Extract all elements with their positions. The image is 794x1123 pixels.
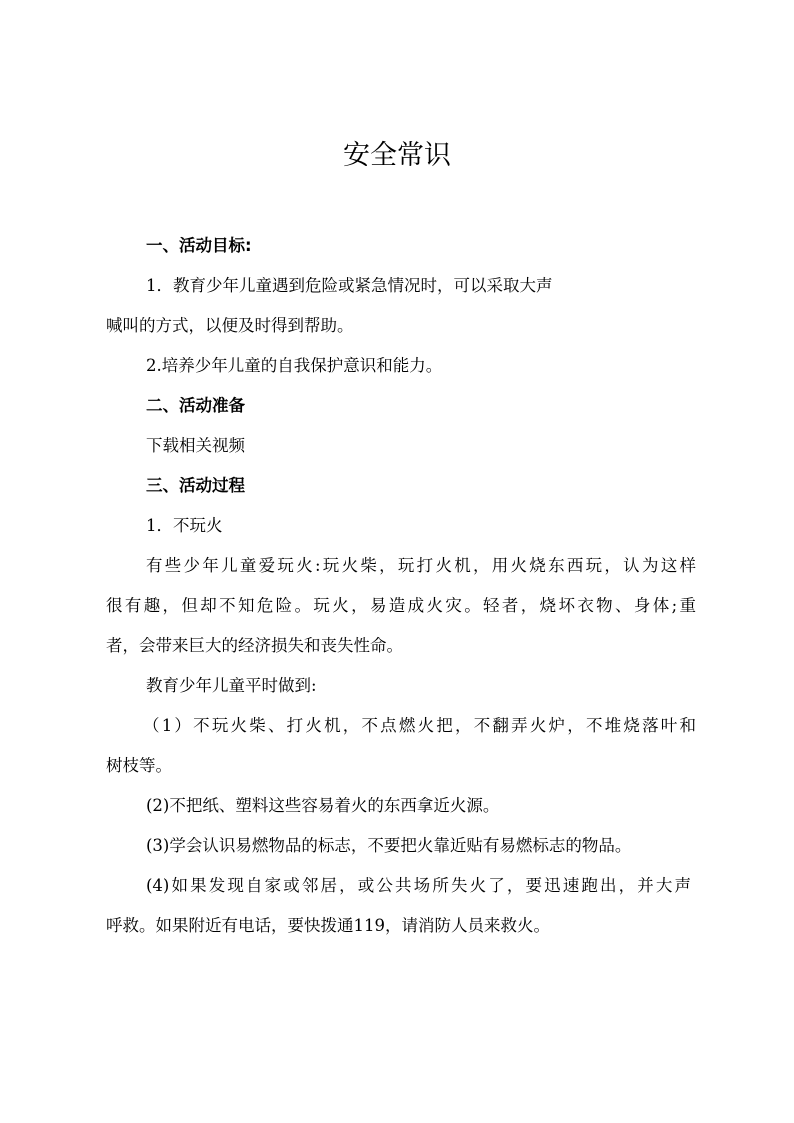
rule-2: (2)不把纸、塑料这些容易着火的东西拿近火源。 (146, 796, 500, 815)
goal-item-1-line-1: 1．教育少年儿童遇到危险或紧急情况时，可以采取大声 (146, 276, 553, 295)
section-heading-goals: 一、活动目标: (146, 236, 252, 255)
rule-3: (3)学会认识易燃物品的标志，不要把火靠近贴有易燃标志的物品。 (146, 836, 632, 855)
paragraph-fire-line-2: 很有趣，但却不知危险。玩火，易造成火灾。轻者，烧坏衣物、身体;重 (106, 596, 696, 615)
paragraph-fire-line-3: 者，会带来巨大的经济损失和丧失性命。 (106, 636, 403, 655)
rule-4-line-2: 呼救。如果附近有电话，要快拨通119，请消防人员来救火。 (106, 916, 550, 935)
preparation-text: 下载相关视频 (146, 436, 245, 455)
section-heading-process: 三、活动过程 (146, 476, 245, 495)
rule-4-line-1: (4)如果发现自家或邻居，或公共场所失火了，要迅速跑出，并大声 (146, 876, 691, 895)
paragraph-instruction: 教育少年儿童平时做到: (146, 676, 317, 695)
goal-item-1-line-2: 喊叫的方式，以便及时得到帮助。 (106, 316, 354, 335)
rule-1-line-1: （1）不玩火柴、打火机，不点燃火把，不翻弄火炉，不堆烧落叶和 (143, 716, 696, 735)
page-title: 安全常识 (343, 140, 451, 171)
process-subheading-1: 1．不玩火 (146, 516, 223, 535)
rule-1-line-2: 树枝等。 (106, 756, 172, 775)
section-heading-preparation: 二、活动准备 (146, 396, 245, 415)
goal-item-2: 2.培养少年儿童的自我保护意识和能力。 (146, 356, 443, 375)
paragraph-fire-line-1: 有些少年儿童爱玩火:玩火柴，玩打火机，用火烧东西玩，认为这样 (146, 556, 696, 575)
